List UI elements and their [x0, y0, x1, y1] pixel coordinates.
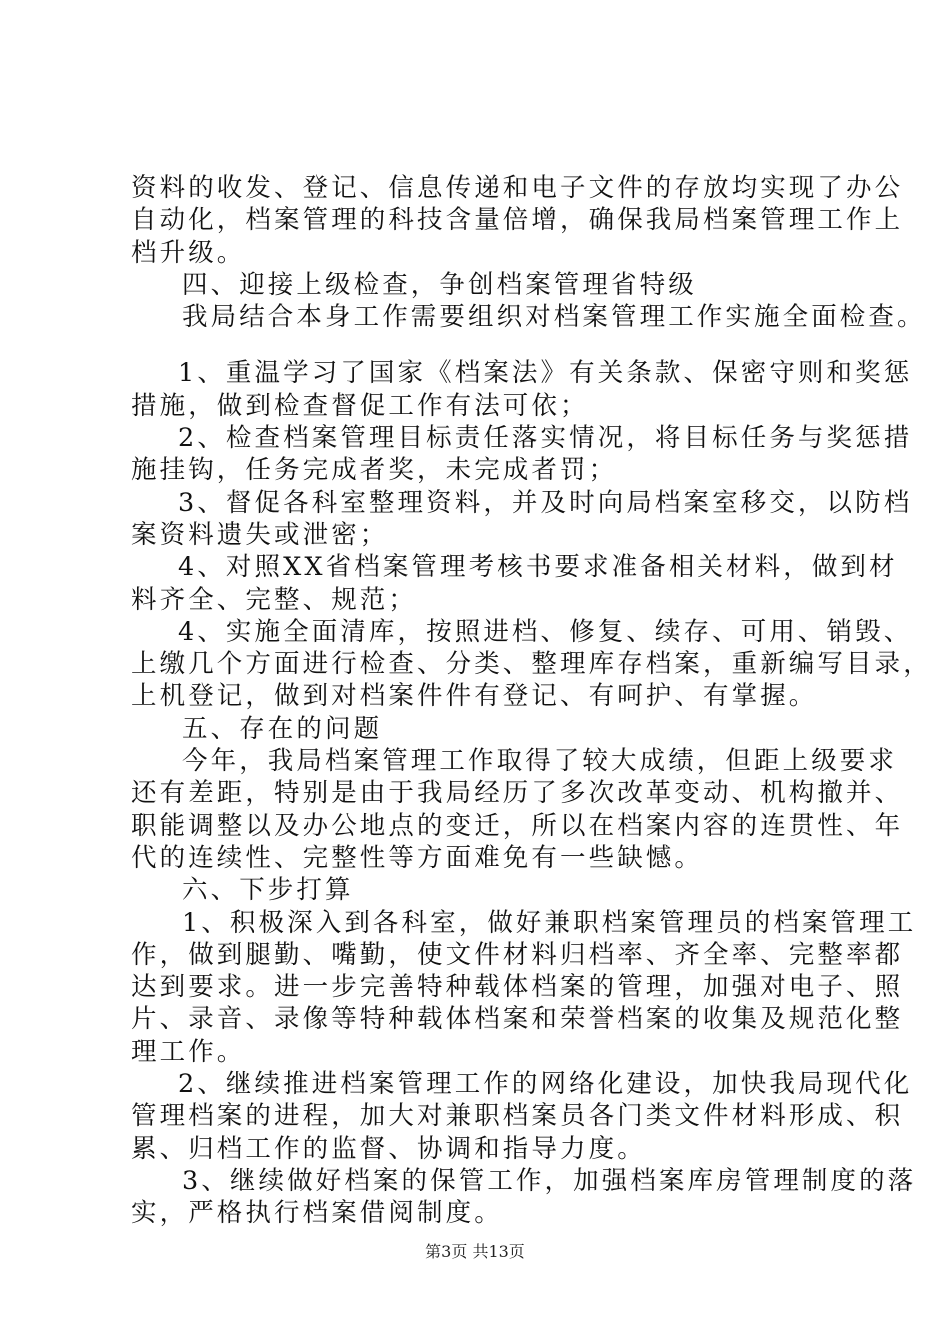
text-line: 3、继续做好档案的保管工作，加强档案库房管理制度的落 — [182, 1165, 917, 1196]
section-heading-4: 四、迎接上级检查，争创档案管理省特级 — [182, 269, 697, 300]
text-line: 上缴几个方面进行检查、分类、整理库存档案，重新编写目录， — [131, 649, 932, 680]
text-line: 施挂钩，任务完成者奖，未完成者罚； — [131, 455, 618, 486]
section-heading-6: 六、下步打算 — [182, 875, 354, 906]
text-line: 累、归档工作的监督、协调和指导力度。 — [131, 1133, 646, 1164]
text-line: 还有差距，特别是由于我局经历了多次改革变动、机构撤并、 — [131, 778, 904, 809]
text-line: 1、重温学习了国家《档案法》有关条款、保密守则和奖惩 — [178, 358, 913, 389]
document-body — [131, 172, 932, 1230]
text-line: 2、继续推进档案管理工作的网络化建设，加快我局现代化 — [178, 1069, 913, 1100]
text-line: 管理档案的进程，加大对兼职档案员各门类文件材料形成、积 — [131, 1101, 904, 1132]
text-line: 自动化，档案管理的科技含量倍增，确保我局档案管理工作上 — [131, 205, 904, 236]
text-line: 料齐全、完整、规范； — [131, 584, 418, 615]
text-line: 资料的收发、登记、信息传递和电子文件的存放均实现了办公 — [131, 173, 904, 203]
text-line: 职能调整以及办公地点的变迁，所以在档案内容的连贯性、年 — [131, 810, 904, 841]
text-line: 我局结合本身工作需要组织对档案管理工作实施全面检查。 — [182, 302, 926, 333]
text-line: 上机登记，做到对档案件件有登记、有呵护、有掌握。 — [131, 681, 818, 712]
text-line: 档升级。 — [131, 237, 246, 268]
text-line: 1、积极深入到各科室，做好兼职档案管理员的档案管理工 — [182, 907, 917, 938]
text-line: 4、实施全面清库，按照进档、修复、续存、可用、销毁、 — [178, 616, 913, 647]
text-line: 今年，我局档案管理工作取得了较大成绩，但距上级要求 — [182, 746, 898, 777]
text-line: 案资料遗失或泄密； — [131, 519, 389, 550]
text-line: 作，做到腿勤、嘴勤，使文件材料归档率、齐全率、完整率都 — [131, 939, 904, 970]
section-heading-5: 五、存在的问题 — [182, 713, 383, 744]
text-line: 措施，做到检查督促工作有法可依； — [131, 390, 589, 421]
page-number-footer: 第3页 共13页 — [425, 1242, 525, 1261]
text-line: 达到要求。进一步完善特种载体档案的管理，加强对电子、照 — [131, 972, 904, 1003]
text-line: 3、督促各科室整理资料，并及时向局档案室移交，以防档 — [178, 487, 913, 518]
text-line: 实，严格执行档案借阅制度。 — [131, 1198, 503, 1229]
text-line: 片、录音、录像等特种载体档案和荣誉档案的收集及规范化整 — [131, 1004, 904, 1035]
text-line: 代的连续性、完整性等方面难免有一些缺憾。 — [131, 842, 704, 873]
text-line: 2、检查档案管理目标责任落实情况，将目标任务与奖惩措 — [178, 423, 913, 454]
text-line: 理工作。 — [131, 1036, 246, 1067]
paragraph-gap — [131, 333, 843, 357]
text-line: 4、对照XX省档案管理考核书要求准备相关材料，做到材 — [178, 552, 898, 583]
